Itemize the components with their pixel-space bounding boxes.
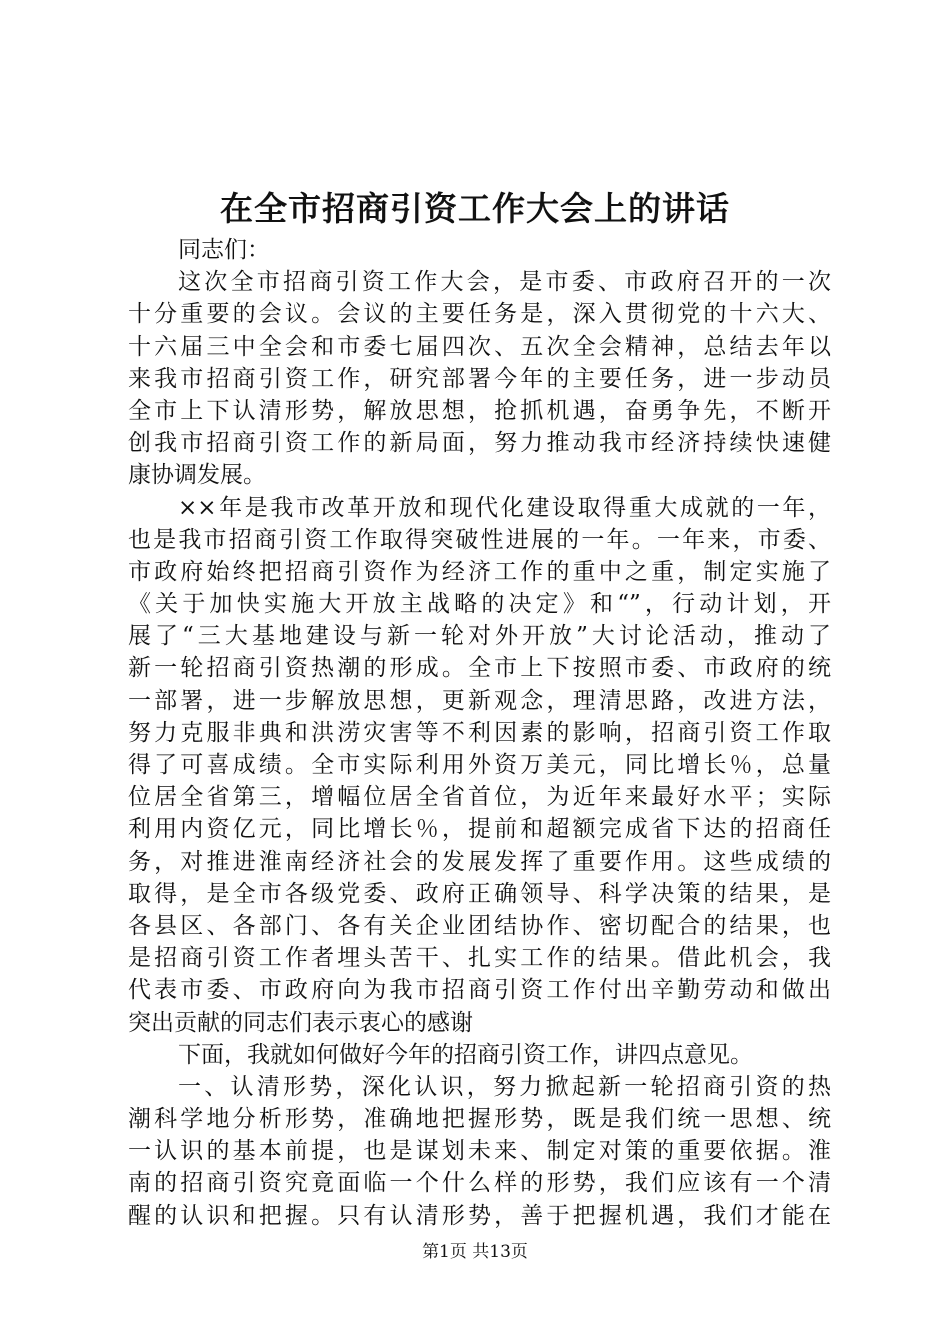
text-line: 是招商引资工作者埋头苦干、扎实工作的结果。借此机会，我 — [128, 945, 831, 972]
text-line: 务，对推进淮南经济社会的发展发挥了重要作用。这些成绩的 — [128, 848, 831, 875]
text-line: 来我市招商引资工作，研究部署今年的主要任务，进一步动员 — [128, 365, 831, 392]
document-title: 在全市招商引资工作大会上的讲话 — [220, 189, 730, 228]
text-line: 努力克服非典和洪涝灾害等不利因素的影响，招商引资工作取 — [128, 719, 831, 746]
text-line: 这次全市招商引资工作大会，是市委、市政府召开的一次 — [178, 269, 831, 296]
text-line: 创我市招商引资工作的新局面，努力推动我市经济持续快速健 — [128, 430, 831, 457]
text-line: 南的招商引资究竟面临一个什么样的形势，我们应该有一个清 — [128, 1170, 831, 1197]
text-line: 展了“三大基地建设与新一轮对外开放”大讨论活动，推动了 — [128, 623, 831, 650]
text-line: 《关于加快实施大开放主战略的决定》和“”，行动计划，开 — [128, 591, 831, 618]
text-line: 代表市委、市政府向为我市招商引资工作付出辛勤劳动和做出 — [128, 977, 831, 1004]
text-line: 也是我市招商引资工作取得突破性进展的一年。一年来，市委、 — [128, 526, 831, 553]
text-line: 一认识的基本前提，也是谋划未来、制定对策的重要依据。淮 — [128, 1138, 831, 1165]
text-line: 利用内资亿元，同比增长％，提前和超额完成省下达的招商任 — [128, 816, 831, 843]
text-line: 同志们： — [178, 237, 270, 263]
text-line: 取得，是全市各级党委、政府正确领导、科学决策的结果，是 — [128, 880, 831, 907]
document-body — [128, 234, 831, 1232]
text-line: 各县区、各部门、各有关企业团结协作、密切配合的结果，也 — [128, 912, 831, 939]
text-line: 得了可喜成绩。全市实际利用外资万美元，同比增长％，总量 — [128, 752, 831, 778]
text-line: 十分重要的会议。会议的主要任务是，深入贯彻党的十六大、 — [128, 301, 831, 328]
text-line: 位居全省第三，增幅位居全省首位，为近年来最好水平；实际 — [128, 784, 831, 811]
text-line: 新一轮招商引资热潮的形成。全市上下按照市委、市政府的统 — [128, 655, 831, 682]
page-footer: 第1页 共13页 — [422, 1242, 528, 1262]
text-line: 十六届三中全会和市委七届四次、五次全会精神，总结去年以 — [128, 333, 831, 360]
text-line: 市政府始终把招商引资作为经济工作的重中之重，制定实施了 — [128, 558, 831, 585]
text-line: 醒的认识和把握。只有认清形势，善于把握机遇，我们才能在 — [128, 1202, 831, 1229]
text-line: 一、认清形势，深化认识，努力掀起新一轮招商引资的热 — [178, 1073, 831, 1100]
text-line: 康协调发展。 — [128, 462, 266, 489]
text-line: ××年是我市改革开放和现代化建设取得重大成就的一年， — [178, 494, 831, 521]
text-line: 突出贡献的同志们表示衷心的感谢 — [128, 1009, 473, 1036]
text-line: 一部署，进一步解放思想，更新观念，理清思路，改进方法， — [128, 687, 831, 714]
text-line: 下面，我就如何做好今年的招商引资工作，讲四点意见。 — [178, 1041, 753, 1068]
text-line: 全市上下认清形势，解放思想，抢抓机遇，奋勇争先，不断开 — [128, 397, 831, 424]
text-line: 潮科学地分析形势，准确地把握形势，既是我们统一思想、统 — [128, 1106, 831, 1133]
